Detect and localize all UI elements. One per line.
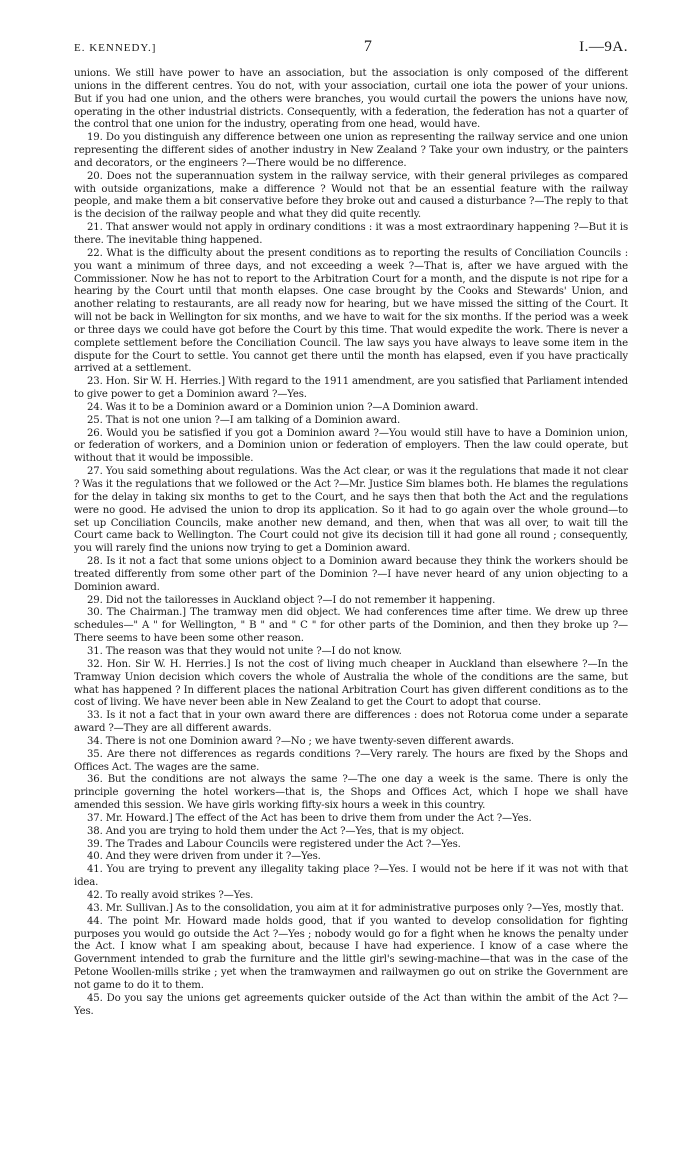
document-body <box>74 68 628 1018</box>
paragraph: 25. That is not one union ?—I am talking of a Dominion award. <box>87 414 401 426</box>
paragraph: 35. Are there not differences as regards conditions ?—Very rarely. The hours are fixed by the Shops and Offices Act. The wages are the same. <box>74 748 628 773</box>
paragraph: 31. The reason was that they would not unite ?—I do not know. <box>87 645 402 657</box>
paragraph: 38. And you are trying to hold them under the Act ?—Yes, that is my object. <box>87 825 465 837</box>
paragraph: 26. Would you be satisfied if you got a Dominion award ?—You would still have to have a Dominion union, or federation of workers, and a Dominion union or federation of employers. Then the law could operate, but without that it would be impossible. <box>74 427 628 465</box>
paragraph: 21. That answer would not apply in ordinary conditions : it was a most extraordinary happening ?—But it is there. The inevitable thing happened. <box>74 222 628 246</box>
page-header <box>74 38 628 60</box>
paragraph: 33. Is it not a fact that in your own award there are differences : does not Rotorua come under a separate award ?—They are all different awards. <box>74 710 628 735</box>
header-witness-name: E. KENNEDY.] <box>74 42 157 54</box>
paragraph: 27. You said something about regulations. Was the Act clear, or was it the regulations that made it not clear ? Was it the regulations that we followed or the Act ?—Mr. Justice Sim blames both. He blames the regulations for the delay in taking six months to get to the Court, and he says then that both the Act and the regulations were no good. He advised the union to drop its application. So it had to go again over the whole ground—to set up Conciliation Councils, make another new demand, and then, when that was all over, to wait till the Court came back to Wellington. The Court could not give its decision till it had gone all round ; consequently, you will rarely find the unions now trying to get a Dominion award. <box>74 466 628 555</box>
paragraph: 24. Was it to be a Dominion award or a Dominion union ?—A Dominion award. <box>87 401 479 413</box>
paragraph: 20. Does not the superannuation system in the railway service, with their general privileges as compared with outside organizations, make a difference ? Would not that be an essential feature with the railway people, and make them a bit conservative before they broke out and caused a disturbance ?—The reply to that is the decision of the railway people and what they did quite recently. <box>74 170 628 221</box>
page-number: 7 <box>363 38 372 55</box>
paragraph: unions. We still have power to have an association, but the association is only composed of the different unions in the different centres. You do not, with your association, curtail one iota the power of your unions. But if you had one union, and the others were branches, you would curtail the powers the unions have now, operating in the other industrial districts. Consequently, with a federation, the federation has not a quarter of the control that one union for the industry, operating from one head, would have. <box>74 68 628 131</box>
paragraph: 44. The point Mr. Howard made holds good, that if you wanted to develop consolidation for fighting purposes you would go outside the Act ?—Yes ; nobody would go for a fight when he knows the penalty under the Act. I know what I am speaking about, because I have had experience. I know of a case where the Government intended to grab the furniture and the little girl's sewing-machine—that was in the case of the Petone Woollen-mills strike ; yet when the tramwaymen and railwaymen go out on strike the Government are not game to do it to them. <box>74 915 628 991</box>
paragraph: 28. Is it not a fact that some unions object to a Dominion award because they think the workers should be treated differently from some other part of the Dominion ?—I have never heard of any union objecting to a Dominion award. <box>74 556 628 593</box>
paragraph: 42. To really avoid strikes ?—Yes. <box>87 890 254 901</box>
paragraph: 30. The Chairman.] The tramway men did object. We had conferences time after time. We drew up three schedules—" A " for Wellington, " B " and " C " for other parts of the Dominion, and then they broke up ?—There seems to have been some other reason. <box>74 607 628 645</box>
paragraph: 39. The Trades and Labour Councils were registered under the Act ?—Yes. <box>87 838 461 850</box>
paragraph: 23. Hon. Sir W. H. Herries.] With regard to the 1911 amendment, are you satisfied that Parliament intended to give power to get a Dominion award ?—Yes. <box>74 376 628 401</box>
paragraph: 29. Did not the tailoresses in Auckland object ?—I do not remember it happening. <box>87 594 496 606</box>
paragraph: 32. Hon. Sir W. H. Herries.] Is not the cost of living much cheaper in Auckland than elsewhere ?—In the Tramway Union decision which covers the whole of Australia the whole of the conditions are the same, but what has happened ? In different places the national Arbitration Court has given different conditions as to the cost of living. We have never been able in New Zealand to get the Court to adopt that course. <box>74 658 628 709</box>
paragraph: 34. There is not one Dominion award ?—No ; we have twenty-seven different awards. <box>87 735 514 747</box>
paragraph: 22. What is the difficulty about the present conditions as to reporting the results of Conciliation Councils : you want a minimum of three days, and not exceeding a week ?—That is, after we have argued with the Commissioner. Now he has not to report to the Arbitration Court for a month, and the dispute is not ripe for a hearing by the Court until that month elapses. One case brought by the Cooks and Stewards' Union, and another relating to restaurants, are all ready now for hearing, but we have missed the sitting of the Court. It will not be back in Wellington for six months, and we have to wait for the six months. If the period was a week or three days we could have got before the Court by this time. That would expedite the work. There is never a complete settlement before the Conciliation Council. The law says you have always to leave some item in the dispute for the Court to settle. You cannot get there until the month has elapsed, even if you have practically arrived at a settlement. <box>74 247 628 375</box>
paragraph: 45. Do you say the unions get agreements quicker outside of the Act than within the ambit of the Act ?—Yes. <box>74 992 628 1017</box>
paragraph: 36. But the conditions are not always the same ?—The one day a week is the same. There is only the principle governing the hotel workers—that is, the Shops and Offices Act, which I hope we shall have amended this session. We have girls working fifty-six hours a week in this country. <box>74 774 628 812</box>
paragraph: 40. And they were driven from under it ?—Yes. <box>87 851 321 863</box>
paragraph: 41. You are trying to prevent any illegality taking place ?—Yes. I would not be here if it was not with that idea. <box>74 864 628 889</box>
paragraph: 43. Mr. Sullivan.] As to the consolidation, you aim at it for administrative purposes only ?—Yes, mostly that. <box>87 902 624 914</box>
paragraph: 19. Do you distinguish any difference between one union as representing the railway service and one union representing the different sides of another industry in New Zealand ? Take your own industry, or the painters and decorators, or the engineers ?—There would be no difference. <box>74 132 628 169</box>
paragraph: 37. Mr. Howard.] The effect of the Act has been to drive them from under the Act ?—Yes. <box>87 812 532 824</box>
document-reference: I.—9A. <box>579 39 628 55</box>
